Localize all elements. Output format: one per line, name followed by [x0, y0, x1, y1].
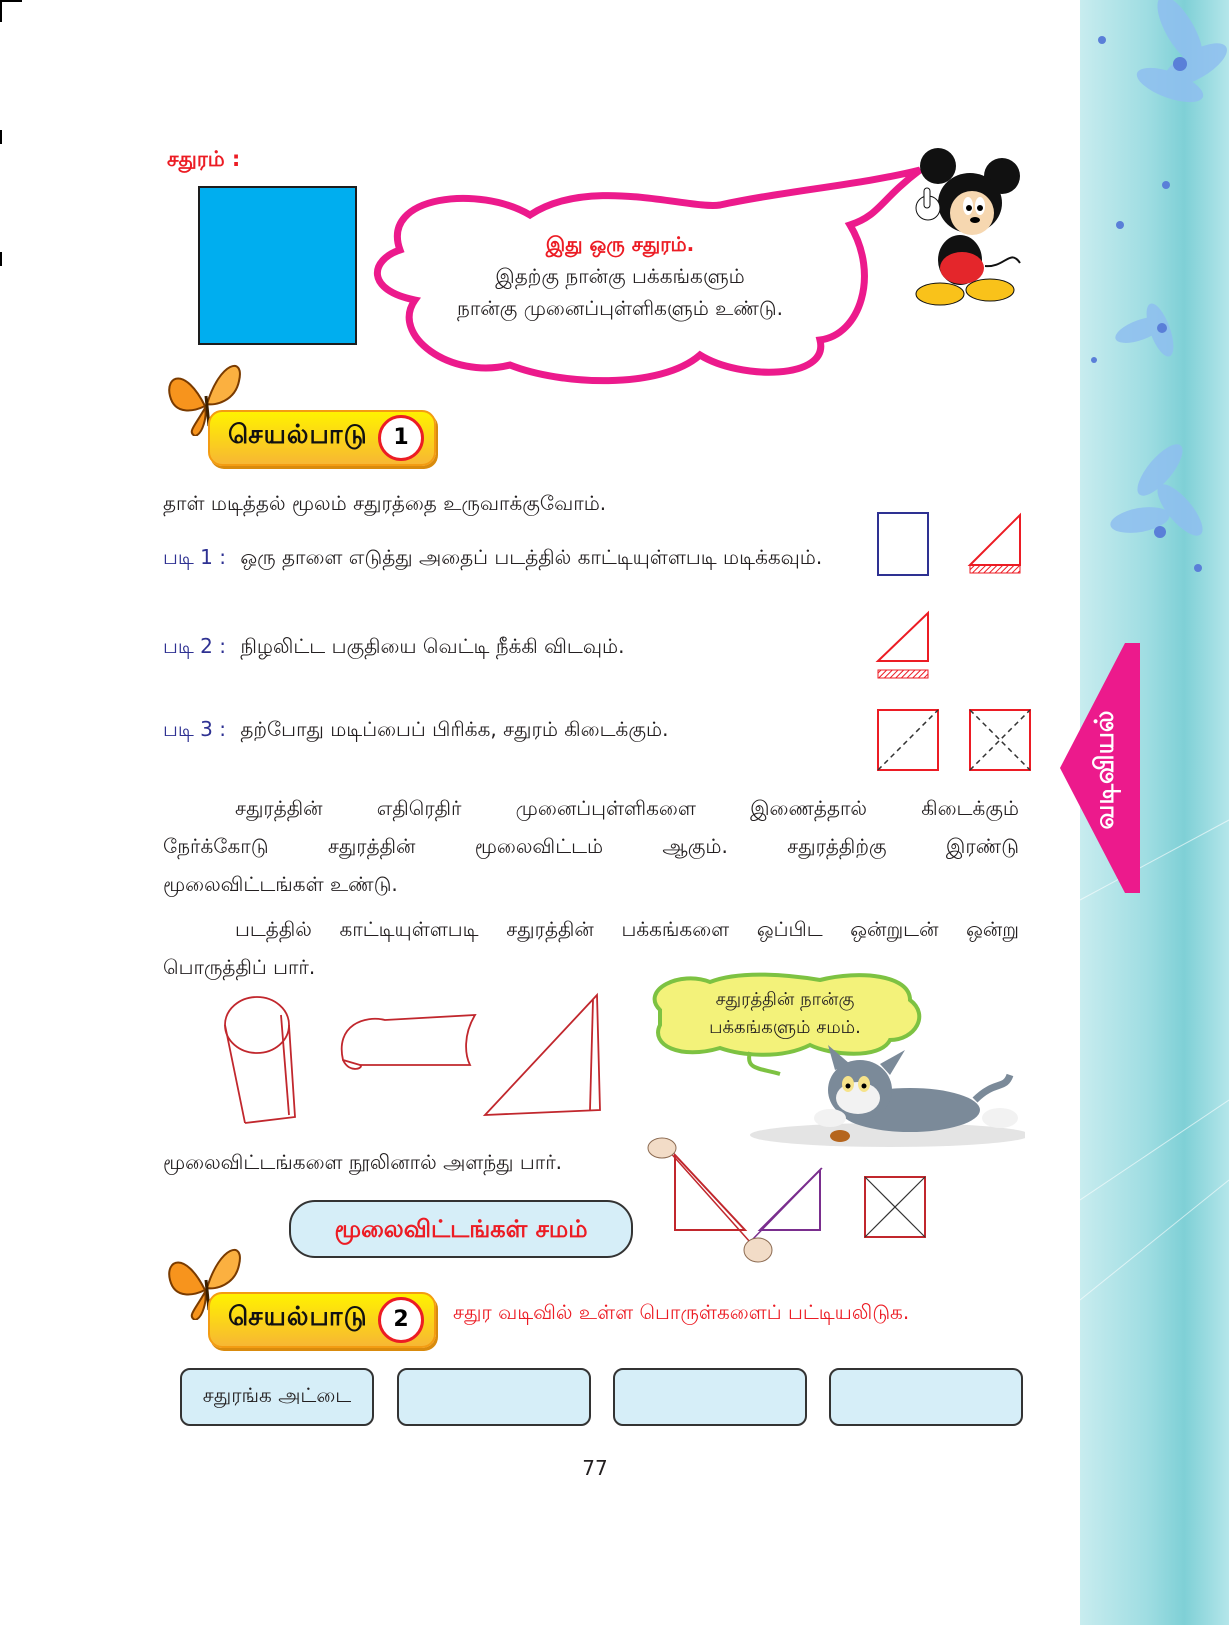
diagonals-equal-badge [289, 1200, 633, 1258]
crop-mark [0, 252, 2, 266]
activity-1-label: செயல்பாடு [228, 420, 368, 450]
intro-line: தாள் மடித்தல் மூலம் சதுரத்தை உருவாக்குவோம். [163, 491, 607, 515]
paragraph-1-line-1: சதுரத்தின் எதிரெதிர் முனைப்புள்ளிகளை இணைத்தால் கிடைக்கும் [235, 796, 1019, 820]
answer-box-4[interactable] [829, 1368, 1023, 1426]
activity-2-number: 2 [378, 1297, 424, 1343]
square-with-diagonals [863, 1175, 929, 1241]
step-3-text: தற்போது மடிப்பைப் பிரிக்க, சதுரம் கிடைக்கும். [240, 717, 669, 741]
string-measuring-illustration [640, 1130, 840, 1280]
step-1-text: ஒரு தாளை எடுத்து அதைப் படத்தில் காட்டியுள்ளபடி மடிக்கவும். [240, 545, 823, 569]
paragraph-2-line-2: பொருத்திப் பார். [163, 955, 316, 979]
step-3-label: படி 3 : [163, 717, 226, 741]
step-2-label: படி 2 : [163, 634, 226, 658]
cloud-line-2: பக்கங்களும் சமம். [709, 1017, 861, 1038]
section-heading: சதுரம் : [167, 147, 241, 171]
paragraph-2-line-1: படத்தில் காட்டியுள்ளபடி சதுரத்தின் பக்கங்களை ஒப்பிட ஒன்றுடன் ஒன்று [235, 917, 1019, 941]
answer-box-1 [180, 1368, 374, 1426]
cloud-line-1: சதுரத்தின் நான்கு [715, 989, 855, 1010]
paragraph-1-line-2: நேர்க்கோடு சதுரத்தின் மூலைவிட்டம் ஆகும். சதுரத்திற்கு இரண்டு [163, 834, 1019, 858]
activity-2-badge [208, 1292, 436, 1348]
diagonal-measure-line: மூலைவிட்டங்களை நூலினால் அளந்து பார். [163, 1150, 563, 1174]
page-number: 77 [582, 1456, 608, 1480]
folding-steps-diagram [870, 505, 1040, 780]
crop-mark [0, 0, 22, 2]
bubble-line-1: இது ஒரு சதுரம். [545, 232, 695, 256]
folded-paper-illustrations [215, 985, 615, 1125]
cartoon-mouse-illustration [900, 148, 1025, 328]
diagonals-equal-text: மூலைவிட்டங்கள் சமம் [334, 1215, 588, 1243]
answer-box-1-text: சதுரங்க அட்டை [202, 1383, 352, 1407]
step-1-label: படி 1 : [163, 545, 226, 569]
answer-box-2[interactable] [397, 1368, 591, 1426]
side-tab-label: வடிவியல் [1090, 710, 1120, 830]
crop-mark [0, 0, 2, 22]
activity-1-badge [208, 410, 436, 466]
activity-1-number: 1 [378, 415, 424, 461]
activity-2-instruction: சதுர வடிவில் உள்ள பொருள்களைப் பட்டியலிடுக. [453, 1300, 910, 1324]
step-2-text: நிழலிட்ட பகுதியை வெட்டி நீக்கி விடவும். [240, 634, 625, 658]
activity-2-label: செயல்பாடு [228, 1302, 368, 1332]
crop-mark [0, 130, 2, 144]
square-illustration [198, 186, 357, 345]
bubble-line-3: நான்கு முனைப்புள்ளிகளும் உண்டு. [457, 296, 783, 320]
bubble-line-2: இதற்கு நான்கு பக்கங்களும் [495, 264, 745, 288]
answer-box-3[interactable] [613, 1368, 807, 1426]
paragraph-1-line-3: மூலைவிட்டங்கள் உண்டு. [163, 872, 398, 896]
